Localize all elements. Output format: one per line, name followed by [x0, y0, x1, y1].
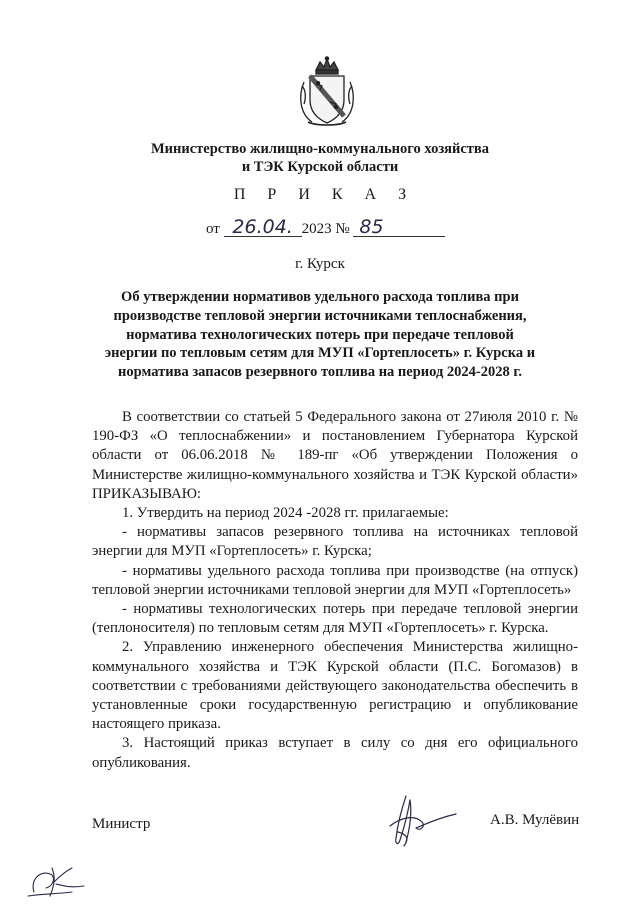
- handwritten-date: 26.04.: [224, 218, 302, 237]
- date-prefix: от: [206, 221, 220, 237]
- date-year: 2023: [301, 221, 332, 237]
- handwritten-signature-icon: [376, 788, 460, 852]
- document-type-heading: П Р И К А З: [233, 186, 416, 203]
- handwritten-number: 85: [353, 218, 445, 237]
- item-3: 3. Настоящий приказ вступает в силу со дня его официального опубликования.: [92, 735, 578, 771]
- item-1-sub-1: - нормативы запасов резервного топлива на источниках тепловой энергии для МУП «Гортеплосеть» г. Курска;: [92, 524, 578, 560]
- signatory-name: А.В. Мулёвин: [490, 812, 580, 828]
- handwritten-initials-icon: [26, 856, 88, 900]
- order-body: [92, 408, 578, 773]
- number-sign: №: [335, 221, 350, 237]
- item-1: 1. Утвердить на период 2024 -2028 гг. прилагаемые:: [122, 505, 449, 522]
- ministry-name-line1: Министерство жилищно-коммунального хозяйства: [151, 141, 489, 157]
- city-line: г. Курск: [295, 256, 345, 272]
- signatory-title: Министр: [92, 816, 151, 832]
- item-1-sub-3: - нормативы технологических потерь при передаче тепловой энергии (теплоносителя) по тепловым сетям для МУП «Гортеплосеть» г. Курска.: [92, 601, 578, 637]
- item-2: 2. Управлению инженерного обеспечения Министерства жилищно-коммунального хозяйства и ТЭК Курской области (П.С. Богомазов) в соответствии с требованиями действующего законодательства обеспечить в установленные сроки государственную регистрацию и опубликование настоящего приказа.: [92, 639, 578, 733]
- date-number-line: [206, 218, 445, 238]
- ministry-name-line2: и ТЭК Курской области: [241, 159, 399, 175]
- order-title: Об утверждении нормативов удельного расхода топлива при производстве тепловой энергии источниками теплоснабжения, норматива технологических потерь при передаче тепловой энергии по тепловым сетям для МУП «Гортеплосеть» г. Курска и норматива запасов резервного топлива на период 2024-2028 г.: [104, 289, 536, 381]
- kursk-coat-of-arms-icon: [296, 56, 358, 128]
- preamble-paragraph: В соответствии со статьей 5 Федерального закона от 27июля 2010 г. № 190-ФЗ «О теплоснабжении» и постановлением Губернатора Курской области от 06.06.2018 № 189-пг «Об утверждении Положения о Министерстве жилищно-коммунального хозяйства и ТЭК Курской области» ПРИКАЗЫВАЮ:: [92, 409, 578, 502]
- item-1-sub-2: - нормативы удельного расхода топлива при производстве (на отпуск) тепловой энергии источниками тепловой энергии для МУП «Гортеплосеть»: [92, 562, 578, 598]
